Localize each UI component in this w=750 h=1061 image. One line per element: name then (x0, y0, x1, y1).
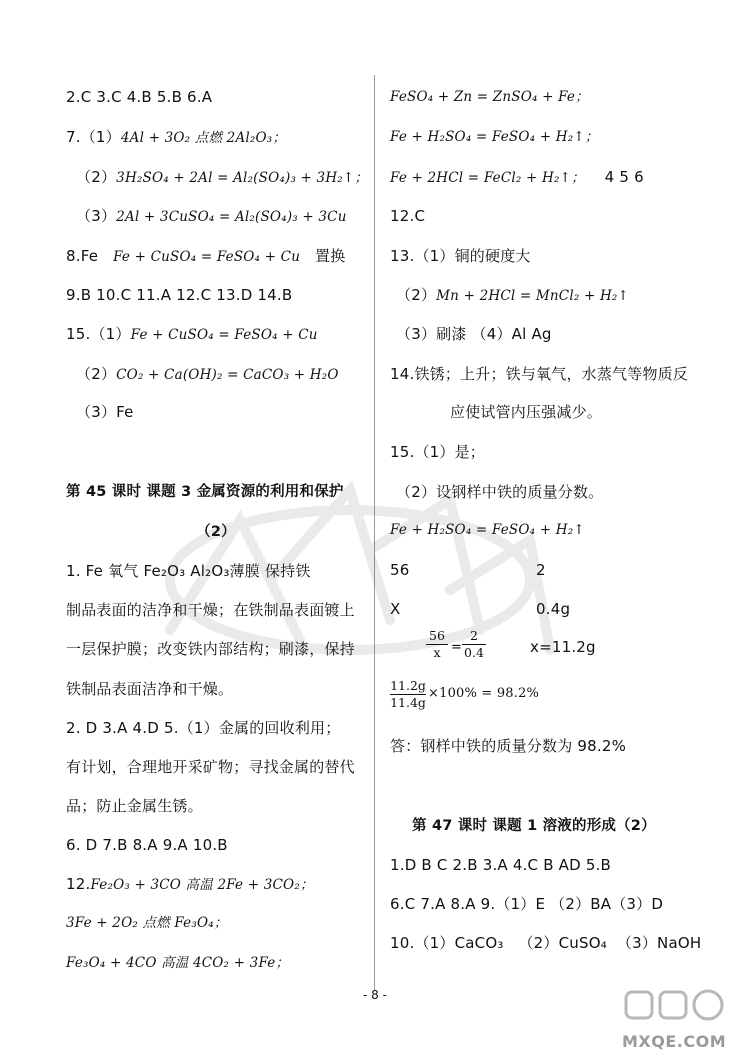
answer-14-line-2: 应使试管内压强减少。 (450, 403, 603, 421)
answers-1-to-5: 1.D B C 2.B 3.A 4.C B AD 5.B (390, 856, 612, 874)
answer-12-eq-1 (66, 873, 314, 896)
answer-15-1 (66, 323, 318, 346)
paragraph-1-line-3: 一层保护膜；改变铁内部结构；刷漆，保持 (66, 640, 355, 658)
ratio-row-2-right: 0.4g (536, 600, 571, 618)
chem-equation-solution: Fe + H₂SO₄ = FeSO₄ + H₂↑ (390, 522, 585, 538)
answer-10-1: 10.（1）CaCO₃ (390, 934, 504, 952)
final-answer: 答：钢样中铁的质量分数为 98.2% (390, 737, 627, 755)
answers-6-to-10: 6. D 7.B 8.A 9.A 10.B (66, 836, 228, 854)
chem-equation-zn: FeSO₄ + Zn = ZnSO₄ + Fe； (390, 89, 589, 105)
paragraph-1-line-4: 铁制品表面洁净和干燥。 (66, 680, 234, 698)
answer-10-3: （3）NaOH (616, 934, 702, 952)
answer-label: （3） (76, 207, 117, 225)
ratio-row-2-left: X (390, 600, 401, 618)
paragraph-2-line-2: 有计划，合理地开采矿物；寻找金属的替代 (66, 758, 355, 776)
ratio-row-1-right: 2 (536, 561, 546, 579)
equals-sign: = (451, 640, 463, 655)
answer-label: （2） (396, 286, 437, 304)
answer-10 (390, 932, 701, 954)
chem-equation: Fe + CuSO₄ = FeSO₄ + Cu (113, 249, 301, 265)
chem-equation: 4Al + 3O₂ 点燃 2Al₂O₃； (120, 130, 287, 146)
chem-equation-hcl-row (390, 166, 644, 189)
answer-label: （2） (76, 168, 117, 186)
brand-logo-text: MXQE.COM (622, 1032, 727, 1051)
answer-label: 7.（1） (66, 128, 121, 146)
brand-logo-icon (622, 988, 732, 1028)
paragraph-1-line-2: 制品表面的洁净和干燥；在铁制品表面镀上 (66, 601, 355, 619)
chem-equation: CO₂ + Ca(OH)₂ = CaCO₃ + H₂O (116, 367, 339, 383)
paragraph-1-line-1: 1. Fe 氧气 Fe₂O₃ Al₂O₃薄膜 保持铁 (66, 562, 311, 580)
answer-label: 12. (66, 875, 91, 893)
answer-12: 12.C (390, 207, 426, 225)
reaction-type: 置换 (315, 247, 346, 265)
answer-15-3: （3）Fe (76, 403, 134, 421)
chem-equation: Fe + CuSO₄ = FeSO₄ + Cu (130, 327, 318, 343)
answer-14-line-1: 14.铁锈；上升；铁与氧气，水蒸气等物质反 (390, 365, 689, 383)
answer-7-1 (66, 126, 286, 149)
section-heading-45-sub: （2） (196, 524, 236, 540)
chem-equation: Mn + 2HCl = MnCl₂ + H₂↑ (436, 288, 630, 304)
answer-13-1: 13.（1）铜的硬度大 (390, 247, 531, 265)
paragraph-2-line-1: 2. D 3.A 4.D 5.（1）金属的回收利用； (66, 719, 341, 737)
percent-result: ×100% = 98.2% (428, 686, 540, 701)
fraction-denominator: x (426, 644, 448, 661)
chem-equation: 2Al + 3CuSO₄ = Al₂(SO₄)₃ + 3Cu (116, 209, 347, 225)
chem-equation: Fe₂O₃ + 3CO 高温 2Fe + 3CO₂； (90, 877, 314, 893)
watermark-stamp (150, 430, 570, 694)
answer-12-eq-2: 3Fe + 2O₂ 点燃 Fe₃O₄； (66, 915, 228, 931)
page-number: - 8 - (363, 988, 387, 1002)
chem-equation-h2so4: Fe + H₂SO₄ = FeSO₄ + H₂↑； (390, 129, 599, 145)
section-heading-47: 第 47 课时 课题 1 溶液的形成（2） (412, 818, 656, 834)
answer-7-2 (76, 166, 368, 189)
answer-numbers: 4 5 6 (604, 168, 644, 186)
ratio-row-1-left: 56 (390, 561, 410, 579)
fraction-denominator: 11.4g (390, 695, 426, 710)
chem-equation: 3H₂SO₄ + 2Al = Al₂(SO₄)₃ + 3H₂↑； (116, 170, 369, 186)
answer-label: 8.Fe (66, 247, 99, 265)
answer-label: （2） (76, 365, 117, 383)
chem-equation: Fe + 2HCl = FeCl₂ + H₂↑； (390, 170, 585, 186)
answer-10-2: （2）CuSO₄ (518, 934, 607, 952)
solution-x-value: x=11.2g (530, 638, 596, 656)
brand-logo (622, 988, 732, 1051)
answers-2-to-6: 2.C 3.C 4.B 5.B 6.A (66, 88, 213, 106)
answer-15-2 (76, 363, 339, 386)
section-heading-45: 第 45 课时 课题 3 金属资源的利用和保护 (66, 484, 344, 500)
answer-7-3 (76, 205, 347, 228)
answer-12-eq-3: Fe₃O₄ + 4CO 高温 4CO₂ + 3Fe； (66, 955, 290, 971)
fraction-numerator: 11.2g (390, 678, 426, 693)
fraction-denominator: 0.4 (462, 644, 486, 661)
answers-9-to-14: 9.B 10.C 11.A 12.C 13.D 14.B (66, 286, 293, 304)
answer-13-3-4: （3）刷漆 （4）Al Ag (396, 325, 552, 343)
answer-8 (66, 245, 345, 268)
answer-15-2: （2）设钢样中铁的质量分数。 (396, 483, 604, 501)
fraction-numerator: 56 (429, 628, 445, 643)
answer-13-2 (396, 284, 629, 307)
fraction-numerator: 2 (470, 628, 478, 643)
answer-label: 15.（1） (66, 325, 131, 343)
answers-6-to-9: 6.C 7.A 8.A 9.（1）E （2）BA（3）D (390, 895, 664, 913)
paragraph-2-line-3: 品；防止金属生锈。 (66, 797, 203, 815)
answer-15-1: 15.（1）是； (390, 443, 485, 461)
